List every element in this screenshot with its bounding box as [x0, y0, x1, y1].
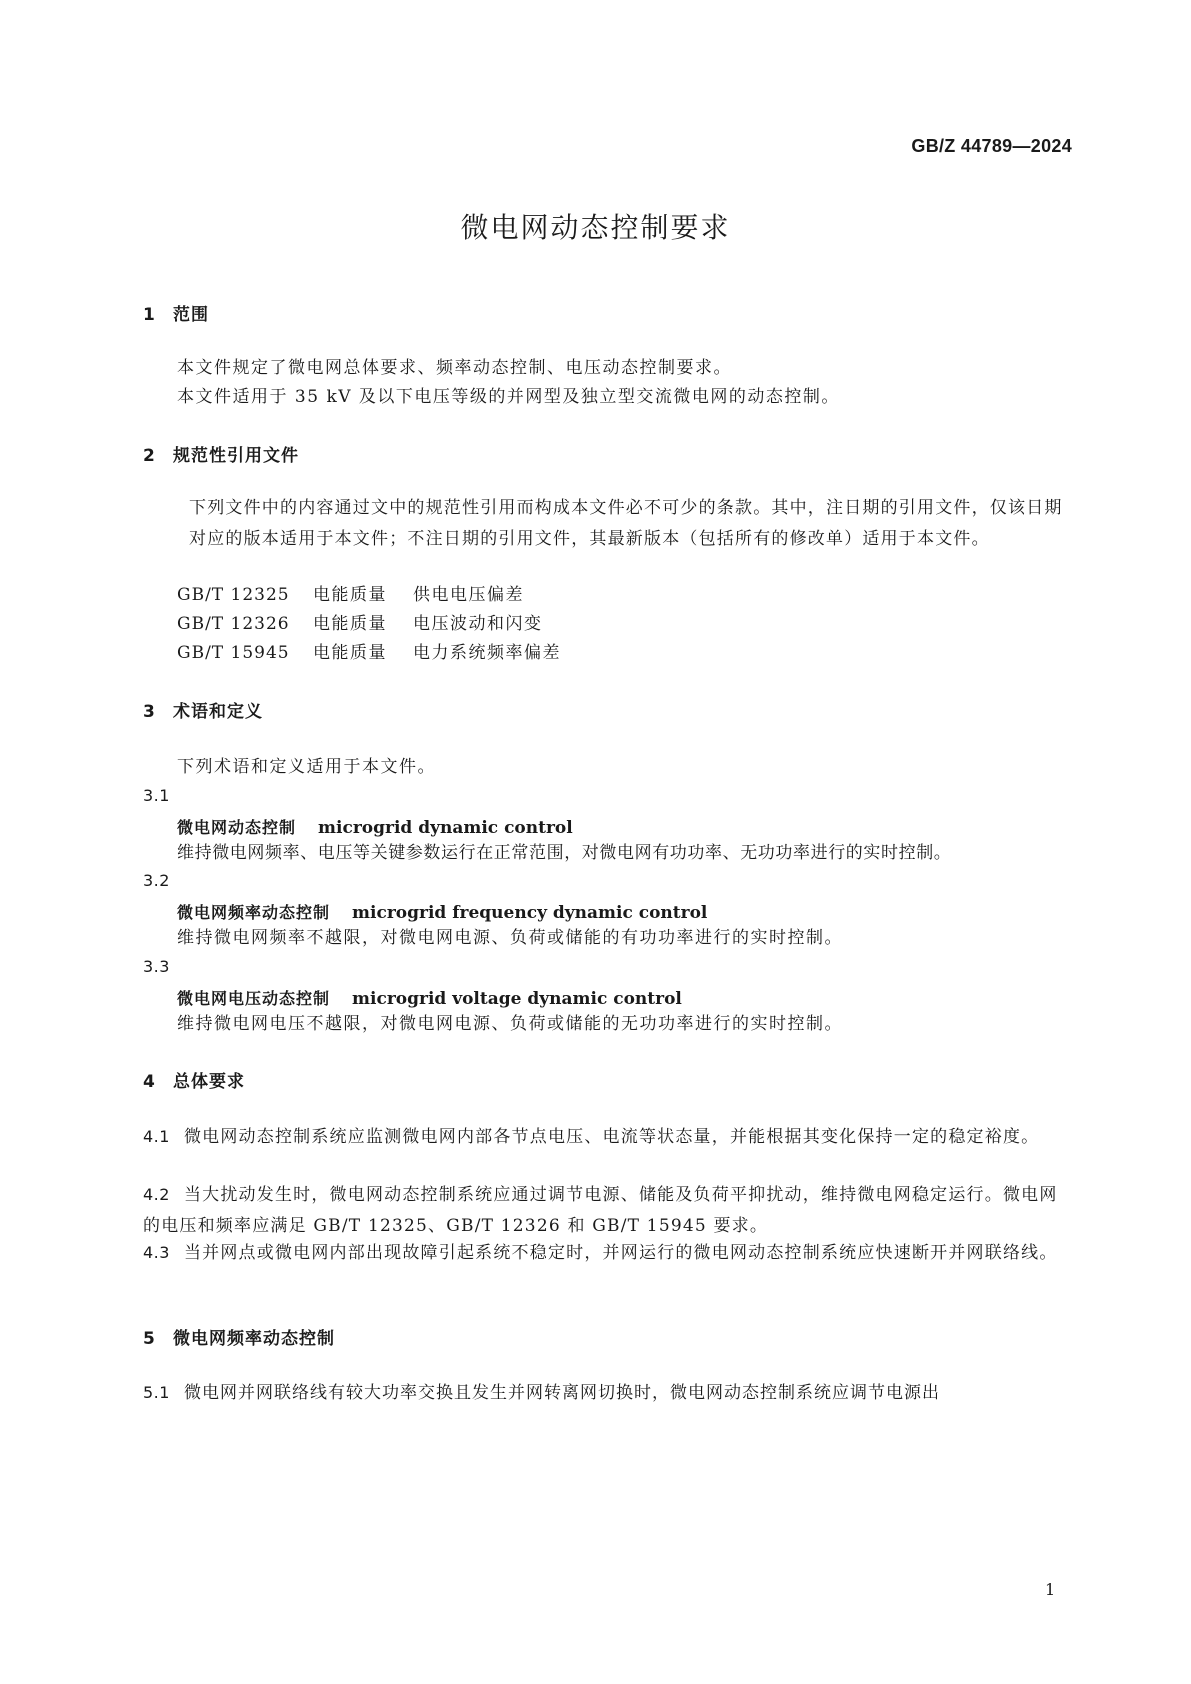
term-heading — [177, 815, 573, 838]
paragraph: 下列术语和定义适用于本文件。 — [177, 757, 436, 777]
section-number: 3 — [143, 702, 156, 722]
paragraph: 本文件适用于 35 kV 及以下电压等级的并网型及独立型交流微电网的动态控制。 — [177, 387, 840, 407]
reference-item — [177, 609, 543, 640]
term-definition: 维持微电网电压不越限，对微电网电源、负荷或储能的无功功率进行的实时控制。 — [177, 1014, 843, 1034]
reference-code: GB/T 15945 — [177, 643, 290, 663]
paragraph — [153, 493, 1071, 555]
clause-text: 当并网点或微电网内部出现故障引起系统不稳定时，并网运行的微电网动态控制系统应快速断开并网联络线。 — [183, 1243, 1058, 1263]
clause — [143, 1179, 1071, 1242]
reference-category: 电能质量 — [313, 643, 387, 663]
clause — [143, 1121, 1071, 1153]
term-english: microgrid dynamic control — [318, 818, 573, 838]
clause — [143, 1237, 1071, 1269]
section-2-heading — [143, 441, 299, 466]
term-english: microgrid voltage dynamic control — [352, 989, 682, 1009]
section-4-heading — [143, 1067, 245, 1092]
paragraph: 本文件规定了微电网总体要求、频率动态控制、电压动态控制要求。 — [177, 358, 732, 378]
section-number: 5 — [143, 1329, 156, 1349]
reference-code: GB/T 12325 — [177, 585, 290, 605]
term-chinese: 微电网频率动态控制 — [177, 903, 331, 922]
term-heading — [177, 900, 707, 923]
section-title: 规范性引用文件 — [173, 446, 299, 466]
section-title: 总体要求 — [173, 1072, 245, 1092]
page-number: 1 — [1045, 1580, 1056, 1599]
section-title: 术语和定义 — [173, 702, 263, 722]
section-title: 范围 — [173, 305, 209, 325]
paragraph-text: 下列文件中的内容通过文中的规范性引用而构成本文件必不可少的条款。其中，注日期的引用文件，仅该日期对应的版本适用于本文件；不注日期的引用文件，其最新版本（包括所有的修改单）适用于本文件。 — [189, 498, 1063, 549]
section-number: 1 — [143, 305, 156, 325]
section-number: 2 — [143, 446, 156, 466]
reference-category: 电能质量 — [313, 585, 387, 605]
term-number: 3.3 — [143, 957, 170, 976]
reference-code: GB/T 12326 — [177, 614, 290, 634]
term-definition: 维持微电网频率、电压等关键参数运行在正常范围，对微电网有功功率、无功功率进行的实时控制。 — [177, 843, 952, 863]
section-number: 4 — [143, 1072, 156, 1092]
reference-name: 电力系统频率偏差 — [413, 643, 561, 663]
clause-number: 4.2 — [143, 1185, 170, 1204]
clause-text: 微电网动态控制系统应监测微电网内部各节点电压、电流等状态量，并能根据其变化保持一定的稳定裕度。 — [183, 1127, 1040, 1147]
document-title: 微电网动态控制要求 — [460, 211, 731, 244]
reference-category: 电能质量 — [313, 614, 387, 634]
reference-name: 供电电压偏差 — [413, 585, 524, 605]
section-1-heading — [143, 300, 209, 325]
clause-number: 4.3 — [143, 1243, 170, 1262]
reference-item — [177, 638, 561, 669]
reference-name: 电压波动和闪变 — [413, 614, 543, 634]
term-english: microgrid frequency dynamic control — [352, 903, 708, 923]
term-chinese: 微电网电压动态控制 — [177, 989, 331, 1008]
clause — [143, 1377, 940, 1409]
clause-text: 微电网并网联络线有较大功率交换且发生并网转离网切换时，微电网动态控制系统应调节电源出 — [183, 1383, 940, 1403]
term-number: 3.2 — [143, 871, 170, 890]
term-number: 3.1 — [143, 786, 170, 805]
term-heading — [177, 986, 682, 1009]
term-definition: 维持微电网频率不越限，对微电网电源、负荷或储能的有功功率进行的实时控制。 — [177, 928, 843, 948]
clause-number: 5.1 — [143, 1383, 170, 1402]
standard-code: GB/Z 44789—2024 — [911, 136, 1072, 156]
section-5-heading — [143, 1324, 335, 1349]
section-title: 微电网频率动态控制 — [173, 1329, 335, 1349]
section-3-heading — [143, 697, 263, 722]
clause-number: 4.1 — [143, 1127, 170, 1146]
clause-text: 当大扰动发生时，微电网动态控制系统应通过调节电源、储能及负荷平抑扰动，维持微电网稳定运行。微电网的电压和频率应满足 GB/T 12325、GB/T 12326 和 GB/T 15945 要求。 — [143, 1185, 1058, 1236]
reference-item — [177, 580, 524, 611]
term-chinese: 微电网动态控制 — [177, 818, 297, 837]
